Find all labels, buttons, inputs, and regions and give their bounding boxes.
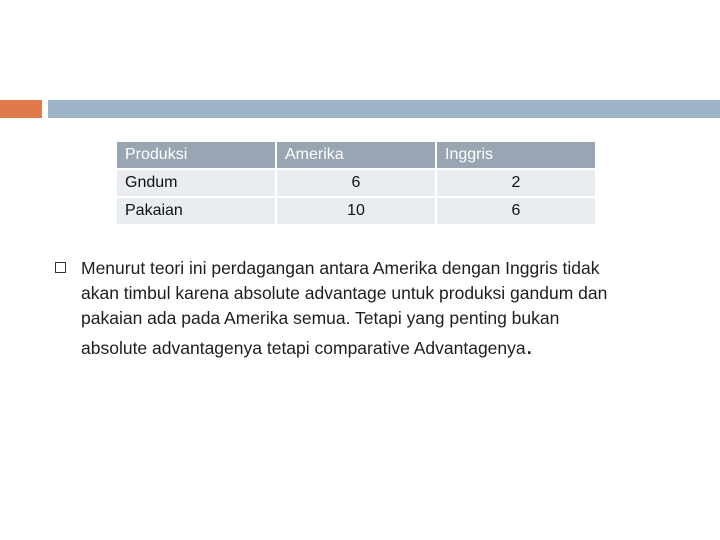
- cell-inggris-value: 6: [437, 198, 595, 224]
- title-band-accent: [0, 100, 42, 118]
- bullet-text-line: Menurut teori ini perdagangan antara Amerika dengan Inggris tidak: [81, 258, 600, 278]
- cell-amerika-value: 6: [277, 170, 435, 196]
- cell-product-name: Gndum: [117, 170, 275, 196]
- table-header-row: [117, 142, 595, 168]
- bullet-end-mark: .: [525, 330, 533, 360]
- title-band-bar: [48, 100, 720, 118]
- bullet-text-line: pakaian ada pada Amerika semua. Tetapi yang penting bukan: [81, 308, 560, 328]
- cell-amerika-value: 10: [277, 198, 435, 224]
- cell-product-name: Pakaian: [117, 198, 275, 224]
- header-produksi: Produksi: [117, 142, 275, 168]
- bullet-text-line-last: [81, 330, 691, 361]
- square-bullet-icon: [55, 262, 66, 273]
- table-row: [117, 170, 595, 196]
- bullet-text-line: absolute advantagenya tetapi comparative Advantagenya: [81, 338, 526, 358]
- header-inggris: Inggris: [437, 142, 595, 168]
- header-amerika: Amerika: [277, 142, 435, 168]
- table-row: [117, 198, 595, 224]
- bullet-text: [81, 256, 691, 361]
- production-table: [115, 140, 597, 226]
- title-band: [0, 100, 720, 118]
- cell-inggris-value: 2: [437, 170, 595, 196]
- bullet-text-line: akan timbul karena absolute advantage untuk produksi gandum dan: [81, 283, 608, 303]
